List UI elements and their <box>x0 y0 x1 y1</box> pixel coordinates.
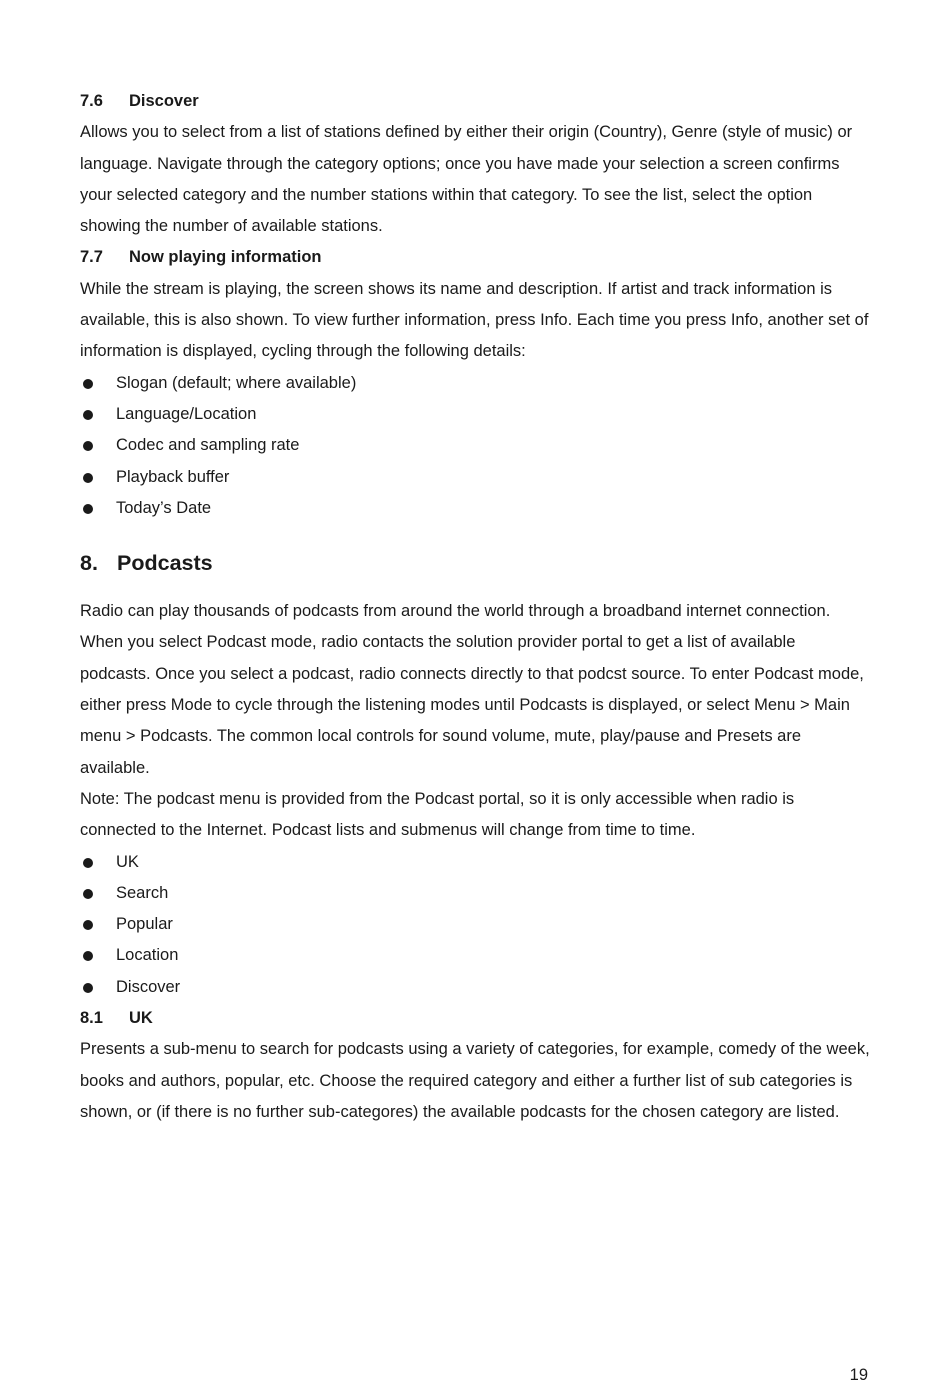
podcast-menu-list <box>80 847 870 1003</box>
list-item: Codec and sampling rate <box>80 430 870 461</box>
list-item: Slogan (default; where available) <box>80 368 870 399</box>
list-item: Search <box>80 878 870 909</box>
section-number: 8.1 <box>80 1009 103 1028</box>
bullet-icon <box>83 410 93 420</box>
list-item: UK <box>80 847 870 878</box>
section-8-heading <box>80 549 870 577</box>
document-page <box>80 86 870 1128</box>
list-item: Today’s Date <box>80 493 870 524</box>
section-7-7-body: While the stream is playing, the screen shows its name and description. If artist and track information is available, this is also shown. To view further information, press Info. Each time you press Info, another set of information is displayed, cycling through the following details: <box>80 279 869 361</box>
bullet-icon <box>83 441 93 451</box>
section-title: Podcasts <box>117 551 213 576</box>
section-8-body: Radio can play thousands of podcasts from around the world through a broadband internet connection. When you select Podcast mode, radio contacts the solution provider portal to get a list of available podcasts. Once you select a podcast, radio connects directly to that podcst source. To enter Podcast mode, either press Mode to cycle through the listening modes until Podcasts is displayed, or select Menu > Main menu > Podcasts. The common local controls for sound volume, mute, play/pause and Presets are available. <box>80 602 864 777</box>
section-number: 7.6 <box>80 92 103 110</box>
section-8-1-body: Presents a sub-menu to search for podcasts using a variety of categories, for example, comedy of the week, books and authors, popular, etc. Choose the required category and either a further list of sub categories is shown, or (if there is no further sub-categores) the available podcasts for the chosen category are listed. <box>80 1040 870 1121</box>
bullet-icon <box>83 379 93 389</box>
page-number: 19 <box>849 1366 868 1384</box>
list-item: Discover <box>80 972 870 1003</box>
section-7-7-heading <box>80 242 870 273</box>
section-7-6-body: Allows you to select from a list of stations defined by either their origin (Country), Genre (style of music) or language. Navigate through the category options; once you have made your selection a screen confirms your selected category and the number stations within that category. To see the list, select the option showing the number of available stations. <box>80 123 853 236</box>
section-title: UK <box>129 1009 153 1028</box>
section-number: 7.7 <box>80 248 103 267</box>
list-item: Location <box>80 940 870 971</box>
list-item: Popular <box>80 909 870 940</box>
bullet-icon <box>83 473 93 483</box>
section-8-note: Note: The podcast menu is provided from the Podcast portal, so it is only accessible when radio is connected to the Internet. Podcast lists and submenus will change from time to time. <box>80 789 795 840</box>
bullet-icon <box>83 983 93 993</box>
section-title: Now playing information <box>129 248 322 267</box>
bullet-icon <box>83 858 93 868</box>
list-item: Playback buffer <box>80 462 870 493</box>
section-8-1-heading <box>80 1003 870 1034</box>
bullet-icon <box>83 951 93 961</box>
list-item: Language/Location <box>80 399 870 430</box>
info-details-list <box>80 368 870 524</box>
section-number: 8. <box>80 551 98 576</box>
bullet-icon <box>83 920 93 930</box>
section-7-6-heading <box>80 86 870 117</box>
section-title: Discover <box>129 92 199 110</box>
bullet-icon <box>83 504 93 514</box>
bullet-icon <box>83 889 93 899</box>
